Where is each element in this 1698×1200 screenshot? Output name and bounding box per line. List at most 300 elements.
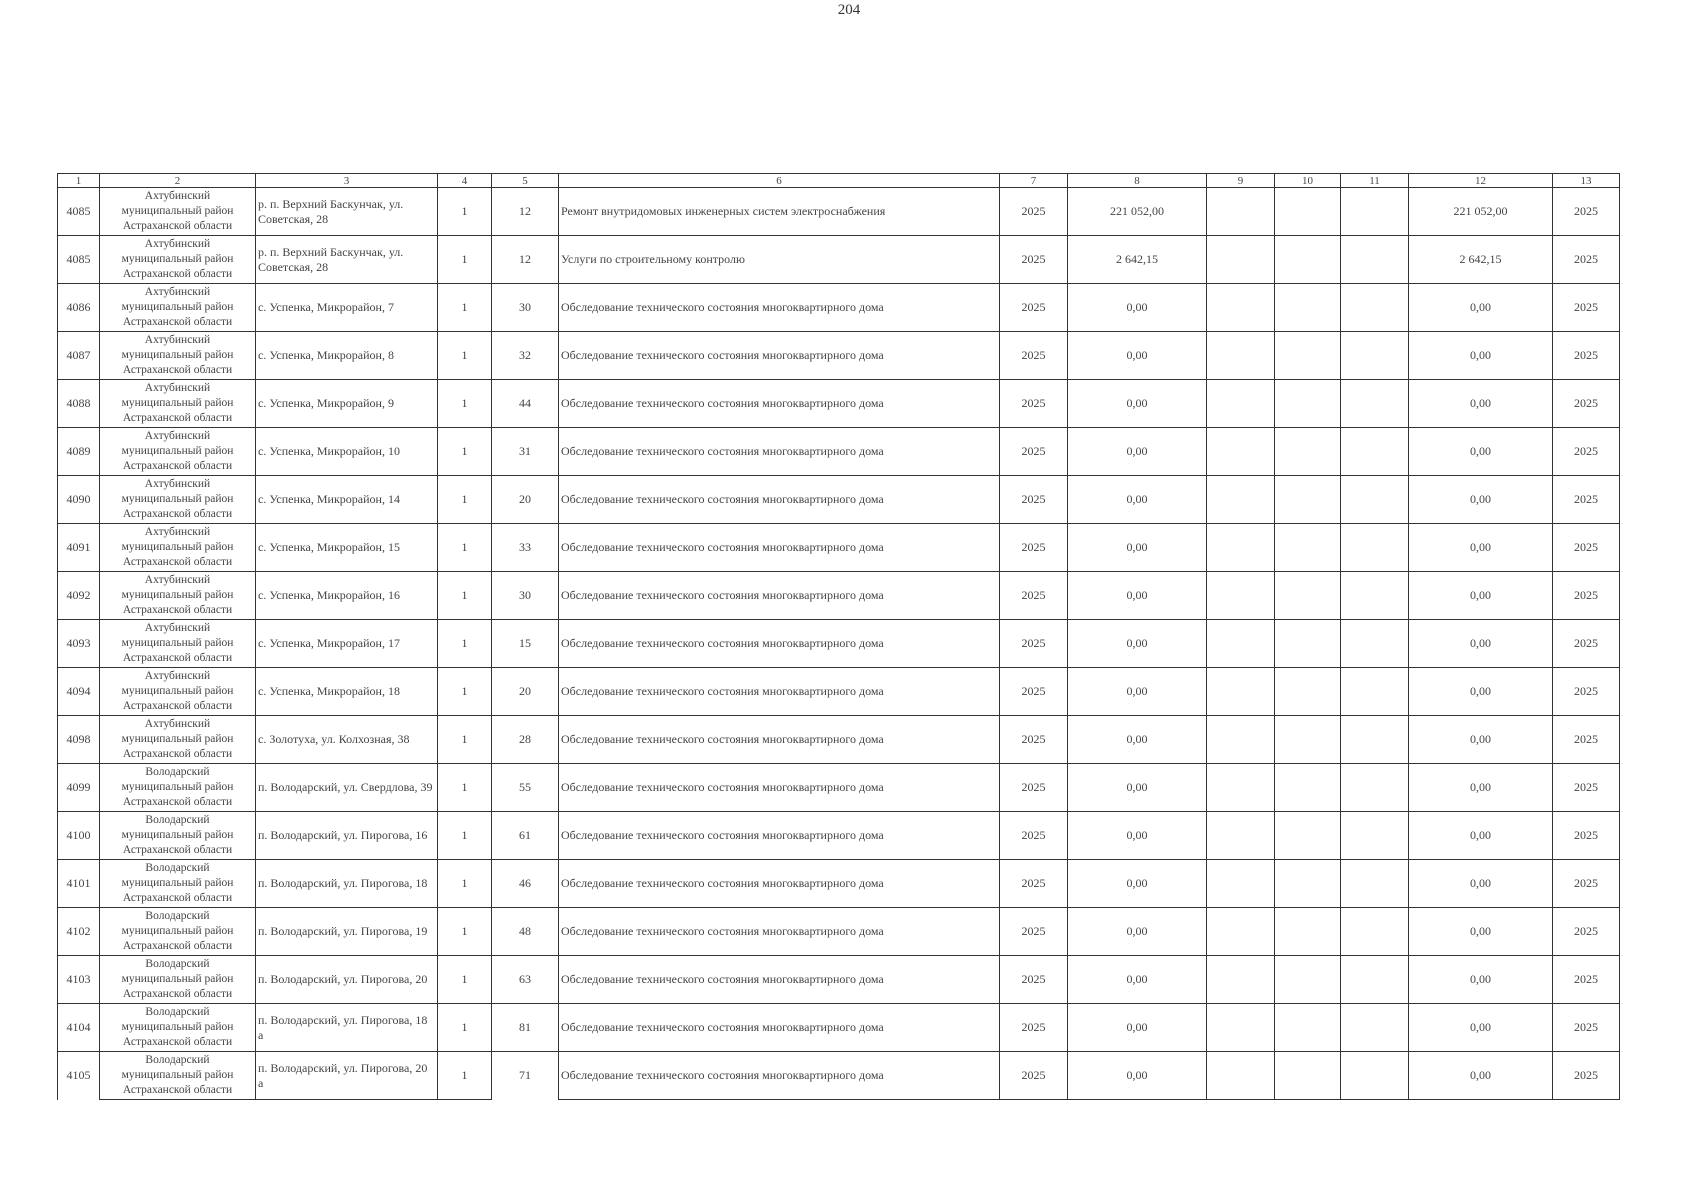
- empty-cell: [1275, 572, 1341, 620]
- column-number: 2: [100, 174, 256, 188]
- table-row: [58, 380, 1620, 428]
- count-cell: 1: [438, 812, 492, 860]
- empty-cell: [1207, 380, 1275, 428]
- completion-year-cell: 2025: [1553, 620, 1620, 668]
- empty-cell: [1275, 668, 1341, 716]
- district-cell: [100, 1052, 256, 1100]
- row-id: 4094: [58, 668, 100, 716]
- empty-cell: [1341, 284, 1409, 332]
- count-cell: 1: [438, 620, 492, 668]
- column-number: 12: [1409, 174, 1553, 188]
- total-cost-cell: 0,00: [1409, 1052, 1553, 1100]
- empty-cell: [1275, 908, 1341, 956]
- empty-cell: [1207, 668, 1275, 716]
- cost-cell: 0,00: [1068, 620, 1207, 668]
- cost-cell: 0,00: [1068, 1004, 1207, 1052]
- district-line: Астраханской области: [122, 1084, 233, 1096]
- address-cell: с. Успенка, Микрорайон, 8: [256, 332, 438, 380]
- district-line: Ахтубинский: [144, 430, 211, 442]
- row-id: 4105: [58, 1052, 100, 1100]
- count-cell: 1: [438, 284, 492, 332]
- address-cell: с. Успенка, Микрорайон, 9: [256, 380, 438, 428]
- table-row: [58, 188, 1620, 236]
- empty-cell: [1341, 908, 1409, 956]
- empty-cell: [1207, 1052, 1275, 1100]
- district-line: Астраханской области: [122, 940, 233, 952]
- year-cell: 2025: [1000, 1004, 1068, 1052]
- row-id: 4092: [58, 572, 100, 620]
- district-line: Астраханской области: [122, 268, 233, 280]
- total-cost-cell: 0,00: [1409, 908, 1553, 956]
- apartments-cell: 20: [492, 476, 559, 524]
- empty-cell: [1341, 620, 1409, 668]
- table-row: [58, 908, 1620, 956]
- total-cost-cell: 0,00: [1409, 380, 1553, 428]
- district-line: муниципальный район: [121, 493, 234, 505]
- district-line: Ахтубинский: [144, 190, 211, 202]
- district-line: муниципальный район: [121, 973, 234, 985]
- empty-cell: [1207, 908, 1275, 956]
- total-cost-cell: 0,00: [1409, 812, 1553, 860]
- completion-year-cell: 2025: [1553, 716, 1620, 764]
- district-line: муниципальный район: [121, 1021, 234, 1033]
- district-line: муниципальный район: [121, 1069, 234, 1081]
- district-line: Астраханской области: [122, 412, 233, 424]
- completion-year-cell: 2025: [1553, 188, 1620, 236]
- row-id: 4104: [58, 1004, 100, 1052]
- address-cell: п. Володарский, ул. Свердлова, 39: [256, 764, 438, 812]
- empty-cell: [1275, 332, 1341, 380]
- work-type-cell: Обследование технического состояния многоквартирного дома: [559, 284, 1000, 332]
- district-cell: [100, 572, 256, 620]
- completion-year-cell: 2025: [1553, 908, 1620, 956]
- column-number: 11: [1341, 174, 1409, 188]
- address-cell: с. Золотуха, ул. Колхозная, 38: [256, 716, 438, 764]
- district-line: Астраханской области: [122, 364, 233, 376]
- address-cell: с. Успенка, Микрорайон, 16: [256, 572, 438, 620]
- cost-cell: 0,00: [1068, 908, 1207, 956]
- district-line: муниципальный район: [121, 445, 234, 457]
- cost-cell: 0,00: [1068, 764, 1207, 812]
- district-line: Ахтубинский: [144, 382, 211, 394]
- work-type-cell: Обследование технического состояния многоквартирного дома: [559, 524, 1000, 572]
- row-id: 4101: [58, 860, 100, 908]
- apartments-cell: 12: [492, 236, 559, 284]
- total-cost-cell: 0,00: [1409, 332, 1553, 380]
- row-id: 4093: [58, 620, 100, 668]
- work-type-cell: Обследование технического состояния многоквартирного дома: [559, 428, 1000, 476]
- count-cell: 1: [438, 188, 492, 236]
- completion-year-cell: 2025: [1553, 524, 1620, 572]
- completion-year-cell: 2025: [1553, 956, 1620, 1004]
- apartments-cell: 12: [492, 188, 559, 236]
- table-row: [58, 620, 1620, 668]
- row-id: 4085: [58, 236, 100, 284]
- total-cost-cell: 0,00: [1409, 716, 1553, 764]
- total-cost-cell: 0,00: [1409, 956, 1553, 1004]
- address-cell: п. Володарский, ул. Пирогова, 19: [256, 908, 438, 956]
- column-number: 7: [1000, 174, 1068, 188]
- district-line: Ахтубинский: [144, 478, 211, 490]
- empty-cell: [1341, 188, 1409, 236]
- empty-cell: [1341, 860, 1409, 908]
- empty-cell: [1275, 284, 1341, 332]
- empty-cell: [1341, 332, 1409, 380]
- year-cell: 2025: [1000, 380, 1068, 428]
- table-row: [58, 1052, 1620, 1100]
- total-cost-cell: 0,00: [1409, 284, 1553, 332]
- district-line: Астраханской области: [122, 988, 233, 1000]
- cost-cell: 0,00: [1068, 716, 1207, 764]
- cost-cell: 0,00: [1068, 476, 1207, 524]
- address-cell: п. Володарский, ул. Пирогова, 20: [256, 956, 438, 1004]
- district-line: Ахтубинский: [144, 238, 211, 250]
- row-id: 4098: [58, 716, 100, 764]
- district-cell: [100, 908, 256, 956]
- row-id: 4103: [58, 956, 100, 1004]
- count-cell: 1: [438, 332, 492, 380]
- address-cell: п. Володарский, ул. Пирогова, 20 а: [256, 1052, 438, 1100]
- empty-cell: [1207, 1004, 1275, 1052]
- total-cost-cell: 0,00: [1409, 572, 1553, 620]
- district-line: Астраханской области: [122, 556, 233, 568]
- column-number: 10: [1275, 174, 1341, 188]
- empty-cell: [1207, 284, 1275, 332]
- completion-year-cell: 2025: [1553, 380, 1620, 428]
- completion-year-cell: 2025: [1553, 1004, 1620, 1052]
- district-line: муниципальный район: [121, 637, 234, 649]
- empty-cell: [1275, 764, 1341, 812]
- completion-year-cell: 2025: [1553, 860, 1620, 908]
- district-line: муниципальный район: [121, 781, 234, 793]
- address-cell: с. Успенка, Микрорайон, 15: [256, 524, 438, 572]
- empty-cell: [1207, 716, 1275, 764]
- district-cell: [100, 716, 256, 764]
- address-cell: р. п. Верхний Баскунчак, ул. Советская, 28: [256, 188, 438, 236]
- cost-cell: 0,00: [1068, 956, 1207, 1004]
- year-cell: 2025: [1000, 284, 1068, 332]
- district-cell: [100, 284, 256, 332]
- district-line: муниципальный район: [121, 205, 234, 217]
- row-id: 4099: [58, 764, 100, 812]
- empty-cell: [1207, 476, 1275, 524]
- count-cell: 1: [438, 1052, 492, 1100]
- total-cost-cell: 221 052,00: [1409, 188, 1553, 236]
- empty-cell: [1275, 620, 1341, 668]
- district-line: Володарский: [145, 1006, 210, 1018]
- address-cell: п. Володарский, ул. Пирогова, 16: [256, 812, 438, 860]
- empty-cell: [1275, 956, 1341, 1004]
- year-cell: 2025: [1000, 476, 1068, 524]
- work-type-cell: Обследование технического состояния многоквартирного дома: [559, 668, 1000, 716]
- column-number: 8: [1068, 174, 1207, 188]
- table-row: [58, 668, 1620, 716]
- address-cell: с. Успенка, Микрорайон, 14: [256, 476, 438, 524]
- address-cell: с. Успенка, Микрорайон, 17: [256, 620, 438, 668]
- column-number: 1: [58, 174, 100, 188]
- empty-cell: [1207, 860, 1275, 908]
- district-line: Астраханской области: [122, 844, 233, 856]
- empty-cell: [1341, 764, 1409, 812]
- empty-cell: [1341, 476, 1409, 524]
- cost-cell: 0,00: [1068, 668, 1207, 716]
- count-cell: 1: [438, 1004, 492, 1052]
- district-line: Ахтубинский: [144, 286, 211, 298]
- total-cost-cell: 0,00: [1409, 620, 1553, 668]
- total-cost-cell: 0,00: [1409, 764, 1553, 812]
- count-cell: 1: [438, 908, 492, 956]
- completion-year-cell: 2025: [1553, 668, 1620, 716]
- work-type-cell: Услуги по строительному контролю: [559, 236, 1000, 284]
- district-line: Володарский: [145, 910, 210, 922]
- district-line: Астраханской области: [122, 1036, 233, 1048]
- empty-cell: [1207, 332, 1275, 380]
- empty-cell: [1341, 1004, 1409, 1052]
- column-number: 5: [492, 174, 559, 188]
- year-cell: 2025: [1000, 572, 1068, 620]
- district-cell: [100, 812, 256, 860]
- total-cost-cell: 0,00: [1409, 476, 1553, 524]
- completion-year-cell: 2025: [1553, 332, 1620, 380]
- table-row: [58, 476, 1620, 524]
- empty-cell: [1275, 236, 1341, 284]
- empty-cell: [1207, 572, 1275, 620]
- address-cell: с. Успенка, Микрорайон, 10: [256, 428, 438, 476]
- empty-cell: [1341, 812, 1409, 860]
- cost-cell: 2 642,15: [1068, 236, 1207, 284]
- work-type-cell: Ремонт внутридомовых инженерных систем электроснабжения: [559, 188, 1000, 236]
- address-cell: с. Успенка, Микрорайон, 18: [256, 668, 438, 716]
- cost-cell: 0,00: [1068, 380, 1207, 428]
- empty-cell: [1341, 716, 1409, 764]
- row-id: 4090: [58, 476, 100, 524]
- apartments-cell: 63: [492, 956, 559, 1004]
- district-line: Володарский: [145, 958, 210, 970]
- table-row: [58, 524, 1620, 572]
- work-type-cell: Обследование технического состояния многоквартирного дома: [559, 908, 1000, 956]
- district-line: муниципальный район: [121, 397, 234, 409]
- cost-cell: 0,00: [1068, 284, 1207, 332]
- cost-cell: 0,00: [1068, 332, 1207, 380]
- empty-cell: [1275, 380, 1341, 428]
- completion-year-cell: 2025: [1553, 812, 1620, 860]
- year-cell: 2025: [1000, 908, 1068, 956]
- district-line: Володарский: [145, 766, 210, 778]
- district-line: Астраханской области: [122, 796, 233, 808]
- district-line: муниципальный район: [121, 541, 234, 553]
- empty-cell: [1275, 1004, 1341, 1052]
- capital-repair-table: [57, 173, 1620, 1100]
- district-line: муниципальный район: [121, 925, 234, 937]
- year-cell: 2025: [1000, 956, 1068, 1004]
- empty-cell: [1341, 524, 1409, 572]
- district-line: Астраханской области: [122, 508, 233, 520]
- cost-cell: 0,00: [1068, 572, 1207, 620]
- district-line: Астраханской области: [122, 748, 233, 760]
- district-cell: [100, 476, 256, 524]
- count-cell: 1: [438, 572, 492, 620]
- work-type-cell: Обследование технического состояния многоквартирного дома: [559, 764, 1000, 812]
- work-type-cell: Обследование технического состояния многоквартирного дома: [559, 956, 1000, 1004]
- apartments-cell: 33: [492, 524, 559, 572]
- district-line: муниципальный район: [121, 733, 234, 745]
- completion-year-cell: 2025: [1553, 572, 1620, 620]
- total-cost-cell: 0,00: [1409, 1004, 1553, 1052]
- apartments-cell: 46: [492, 860, 559, 908]
- district-cell: [100, 1004, 256, 1052]
- empty-cell: [1207, 236, 1275, 284]
- apartments-cell: 30: [492, 284, 559, 332]
- table-row: [58, 572, 1620, 620]
- column-number: 6: [559, 174, 1000, 188]
- district-line: Астраханской области: [122, 316, 233, 328]
- column-number: 9: [1207, 174, 1275, 188]
- completion-year-cell: 2025: [1553, 1052, 1620, 1100]
- district-cell: [100, 860, 256, 908]
- count-cell: 1: [438, 668, 492, 716]
- district-cell: [100, 428, 256, 476]
- total-cost-cell: 2 642,15: [1409, 236, 1553, 284]
- work-type-cell: Обследование технического состояния многоквартирного дома: [559, 716, 1000, 764]
- apartments-cell: 28: [492, 716, 559, 764]
- row-id: 4088: [58, 380, 100, 428]
- work-type-cell: Обследование технического состояния многоквартирного дома: [559, 1004, 1000, 1052]
- empty-cell: [1207, 524, 1275, 572]
- cost-cell: 0,00: [1068, 428, 1207, 476]
- column-number: 13: [1553, 174, 1620, 188]
- district-line: Ахтубинский: [144, 526, 211, 538]
- district-line: Астраханской области: [122, 892, 233, 904]
- empty-cell: [1341, 380, 1409, 428]
- empty-cell: [1341, 956, 1409, 1004]
- row-id: 4102: [58, 908, 100, 956]
- empty-cell: [1275, 716, 1341, 764]
- address-cell: п. Володарский, ул. Пирогова, 18 а: [256, 1004, 438, 1052]
- row-id: 4087: [58, 332, 100, 380]
- work-type-cell: Обследование технического состояния многоквартирного дома: [559, 812, 1000, 860]
- district-cell: [100, 188, 256, 236]
- year-cell: 2025: [1000, 812, 1068, 860]
- work-type-cell: Обследование технического состояния многоквартирного дома: [559, 332, 1000, 380]
- table-row: [58, 764, 1620, 812]
- apartments-cell: 44: [492, 380, 559, 428]
- apartments-cell: 55: [492, 764, 559, 812]
- apartments-cell: 20: [492, 668, 559, 716]
- district-cell: [100, 524, 256, 572]
- year-cell: 2025: [1000, 668, 1068, 716]
- empty-cell: [1275, 1052, 1341, 1100]
- page-number: 204: [837, 2, 861, 18]
- district-line: Ахтубинский: [144, 574, 211, 586]
- apartments-cell: 31: [492, 428, 559, 476]
- empty-cell: [1341, 668, 1409, 716]
- year-cell: 2025: [1000, 332, 1068, 380]
- count-cell: 1: [438, 956, 492, 1004]
- empty-cell: [1341, 236, 1409, 284]
- empty-cell: [1341, 1052, 1409, 1100]
- year-cell: 2025: [1000, 236, 1068, 284]
- count-cell: 1: [438, 428, 492, 476]
- empty-cell: [1207, 428, 1275, 476]
- empty-cell: [1275, 428, 1341, 476]
- total-cost-cell: 0,00: [1409, 668, 1553, 716]
- district-line: Астраханской области: [122, 460, 233, 472]
- district-line: Володарский: [145, 814, 210, 826]
- count-cell: 1: [438, 380, 492, 428]
- year-cell: 2025: [1000, 1052, 1068, 1100]
- year-cell: 2025: [1000, 860, 1068, 908]
- empty-cell: [1275, 812, 1341, 860]
- work-type-cell: Обследование технического состояния многоквартирного дома: [559, 476, 1000, 524]
- district-line: муниципальный район: [121, 301, 234, 313]
- year-cell: 2025: [1000, 716, 1068, 764]
- count-cell: 1: [438, 476, 492, 524]
- cost-cell: 0,00: [1068, 812, 1207, 860]
- cost-cell: 221 052,00: [1068, 188, 1207, 236]
- district-line: Ахтубинский: [144, 670, 211, 682]
- district-line: Астраханской области: [122, 652, 233, 664]
- table-row: [58, 236, 1620, 284]
- cost-cell: 0,00: [1068, 1052, 1207, 1100]
- address-cell: п. Володарский, ул. Пирогова, 18: [256, 860, 438, 908]
- work-type-cell: Обследование технического состояния многоквартирного дома: [559, 380, 1000, 428]
- work-type-cell: Обследование технического состояния многоквартирного дома: [559, 572, 1000, 620]
- district-line: муниципальный район: [121, 685, 234, 697]
- empty-cell: [1207, 812, 1275, 860]
- empty-cell: [1207, 620, 1275, 668]
- district-cell: [100, 380, 256, 428]
- count-cell: 1: [438, 764, 492, 812]
- table-row: [58, 812, 1620, 860]
- year-cell: 2025: [1000, 620, 1068, 668]
- row-id: 4085: [58, 188, 100, 236]
- district-cell: [100, 620, 256, 668]
- table-row: [58, 716, 1620, 764]
- table-row: [58, 956, 1620, 1004]
- completion-year-cell: 2025: [1553, 236, 1620, 284]
- column-number: 3: [256, 174, 438, 188]
- apartments-cell: 61: [492, 812, 559, 860]
- district-line: Володарский: [145, 862, 210, 874]
- district-line: Астраханской области: [122, 700, 233, 712]
- completion-year-cell: 2025: [1553, 428, 1620, 476]
- apartments-cell: 48: [492, 908, 559, 956]
- address-cell: р. п. Верхний Баскунчак, ул. Советская, 28: [256, 236, 438, 284]
- apartments-cell: 71: [492, 1052, 559, 1100]
- district-line: муниципальный район: [121, 253, 234, 265]
- row-id: 4086: [58, 284, 100, 332]
- empty-cell: [1275, 524, 1341, 572]
- year-cell: 2025: [1000, 188, 1068, 236]
- table-row: [58, 428, 1620, 476]
- empty-cell: [1275, 860, 1341, 908]
- year-cell: 2025: [1000, 764, 1068, 812]
- cost-cell: 0,00: [1068, 860, 1207, 908]
- year-cell: 2025: [1000, 428, 1068, 476]
- empty-cell: [1207, 764, 1275, 812]
- count-cell: 1: [438, 236, 492, 284]
- district-line: муниципальный район: [121, 349, 234, 361]
- apartments-cell: 81: [492, 1004, 559, 1052]
- table-row: [58, 284, 1620, 332]
- district-line: Ахтубинский: [144, 334, 211, 346]
- district-line: Ахтубинский: [144, 718, 211, 730]
- table-row: [58, 1004, 1620, 1052]
- work-type-cell: Обследование технического состояния многоквартирного дома: [559, 620, 1000, 668]
- table-row: [58, 332, 1620, 380]
- total-cost-cell: 0,00: [1409, 860, 1553, 908]
- row-id: 4091: [58, 524, 100, 572]
